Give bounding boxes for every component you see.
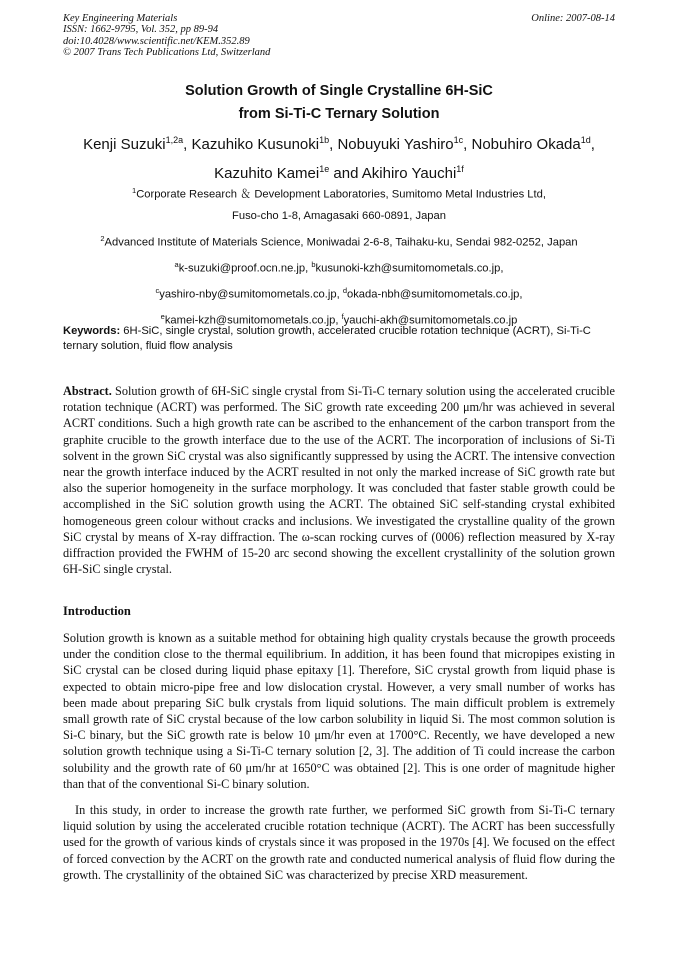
- email-separator: ,: [305, 262, 312, 275]
- affiliation-2: [30, 228, 648, 254]
- author-separator: ,: [183, 136, 192, 153]
- email-sup: e: [160, 312, 165, 322]
- affiliation-1-line-2: Fuso-cho 1-8, Amagasaki 660-0891, Japan: [232, 210, 446, 223]
- introduction-heading: Introduction: [63, 604, 131, 618]
- email-separator: ,: [336, 288, 343, 301]
- email-line-1: [30, 254, 648, 280]
- email-address: yauchi-akh@sumitomometals.co.jp: [343, 315, 518, 328]
- email-sup: c: [155, 286, 160, 296]
- affiliation-sup: 2: [100, 233, 105, 243]
- keywords-block: [63, 324, 615, 353]
- author-separator: and: [329, 165, 362, 182]
- author-sup: 1b: [319, 135, 330, 145]
- email-address: okada-nbh@sumitomometals.co.jp: [346, 288, 520, 301]
- author-line-1: [30, 128, 648, 157]
- affiliations: [30, 180, 648, 333]
- title-line-2: from Si-Ti-C Ternary Solution: [238, 106, 440, 122]
- author-name: Kazuhito Kamei: [214, 165, 320, 182]
- title-line-1: Solution Growth of Single Crystalline 6H-SiC: [185, 83, 493, 99]
- keywords-label: Keywords:: [63, 325, 121, 337]
- author-separator: ,: [329, 136, 338, 153]
- author-list: [30, 128, 648, 186]
- email-address: k-suzuki@proof.ocn.ne.jp: [178, 262, 306, 275]
- abstract-text: Solution growth of 6H-SiC single crystal from Si-Ti-C ternary solution using the accelerated crucible rotation technique (ACRT) was performed. The SiC growth rate exceeding 200 μm/hr was achieved in several ACRT conditions. Such a high growth rate can be ascribed to the enhancement of the carbon transport from the graphite crucible to the growth interface due to the use of the ACRT. The incorporation of inclusions of Si-Ti solvent in the grown SiC crystal was also significantly suppressed by using the ACRT. The intensive convection near the growth interface induced by the ACRT resulted in not only the marked increase of SiC growth rate but also the superior homogeneity in the surface morphology. It was concluded that faster stable growth could be accomplished in the SiC solution growth using the ACRT. The obtained SiC self-standing crystal exhibited homogeneous green colour without cracks and inclusions. We investigated the crystalline quality of the grown SiC crystal by means of X-ray diffraction. The ω-scan rocking curves of (0006) reflection measured by X-ray diffraction provided the FWHM of 15-20 arc second showing the excellent crystallinity of the solution grown 6H-SiC single crystal.: [63, 384, 615, 577]
- email-address: kusunoki-kzh@sumitomometals.co.jp: [315, 262, 501, 275]
- introduction-paragraph-2: In this study, in order to increase the growth rate further, we performed SiC growth from Si-Ti-C ternary liquid solution by using the accelerated crucible rotation technique (ACRT). The ACRT has been successfully used for the growth of various kinds of crystals since it was proposed in the 1970s [4]. We focused on the effect of forced convection by the ACRT on the growth rate and conducted numerical analysis of fluid flow during the growth. The crystallinity of the obtained SiC was characterized by precise XRD measurement.: [63, 803, 615, 882]
- abstract-label: Abstract.: [63, 384, 112, 398]
- email-separator: ,: [500, 262, 504, 275]
- journal-name: Key Engineering Materials: [63, 13, 178, 24]
- affiliation-text: Advanced Institute of Materials Science, Moniwadai 2-6-8, Taihaku-ku, Sendai 982-0252, Japan: [104, 236, 578, 249]
- email-address: kamei-kzh@sumitomometals.co.jp: [164, 315, 336, 328]
- affiliation-sup: 1: [132, 186, 137, 195]
- online-date: Online: 2007-08-14: [531, 13, 615, 24]
- author-name: Akihiro Yauchi: [361, 165, 457, 182]
- author-name: Nobuhiro Okada: [471, 136, 581, 153]
- copyright-line: © 2007 Trans Tech Publications Ltd, Switzerland: [63, 46, 271, 58]
- email-line-2: [30, 280, 648, 306]
- email-separator: ,: [519, 288, 523, 301]
- paper-title: [40, 80, 638, 126]
- affiliation-text: Corporate Research ＆ Development Laboratories, Sumitomo Metal Industries Ltd,: [136, 188, 546, 201]
- email-sup: a: [174, 259, 179, 269]
- author-separator: ,: [463, 136, 472, 153]
- author-name: Nobuyuki Yashiro: [337, 136, 454, 153]
- doi-line: doi:10.4028/www.scientific.net/KEM.352.89: [63, 35, 250, 47]
- author-sup: 1,2a: [165, 135, 184, 145]
- author-name: Kazuhiko Kusunoki: [191, 136, 320, 153]
- issn-line: ISSN: 1662-9795, Vol. 352, pp 89-94: [63, 24, 219, 36]
- email-sup: f: [341, 312, 344, 322]
- author-name: Kenji Suzuki: [83, 136, 166, 153]
- journal-header: [63, 13, 615, 58]
- author-separator: ,: [590, 136, 595, 153]
- author-sup: 1d: [580, 135, 591, 145]
- email-separator: ,: [335, 315, 342, 328]
- email-sup: b: [311, 259, 316, 269]
- abstract-block: [63, 383, 615, 577]
- keywords-text: 6H-SiC, single crystal, solution growth, accelerated crucible rotation technique (ACRT), Si-Ti-C ternary solution, fluid flow analysis: [63, 325, 591, 352]
- email-address: yashiro-nby@sumitomometals.co.jp: [159, 288, 337, 301]
- introduction-paragraph-1: Solution growth is known as a suitable method for obtaining high quality crystals because the growth proceeds under the condition close to the thermal equilibrium. In addition, it has been found that micropipes existing in SiC crystal can be closed during liquid phase epitaxy [1]. Therefore, SiC crystal growth from liquid phase is expected to obtain micro-pipe free and low dislocation crystal. However, a very small number of works has been made about preparing SiC bulk crystals from liquid solutions. The main difficult problem is extremely small growth rate of SiC crystal because of the low carbon solubility in liquid Si. The most common solution is Si-C binary, but the SiC growth rate is below 10 μm/hr even at 1700°C. Recently, we have developed a new solution growth technique using a Si-Ti-C ternary solution [2, 3]. The addition of Ti could increase the carbon solubility and the growth rate of 60 μm/hr at 1650°C was obtained [2]. This is one order of magnitude higher than that of the conventional Si-C binary solution.: [63, 631, 615, 791]
- author-sup: 1e: [319, 164, 330, 174]
- author-sup: 1f: [456, 164, 464, 174]
- author-sup: 1c: [453, 135, 464, 145]
- email-sup: d: [342, 286, 347, 296]
- affiliation-1-line-1: [30, 180, 648, 206]
